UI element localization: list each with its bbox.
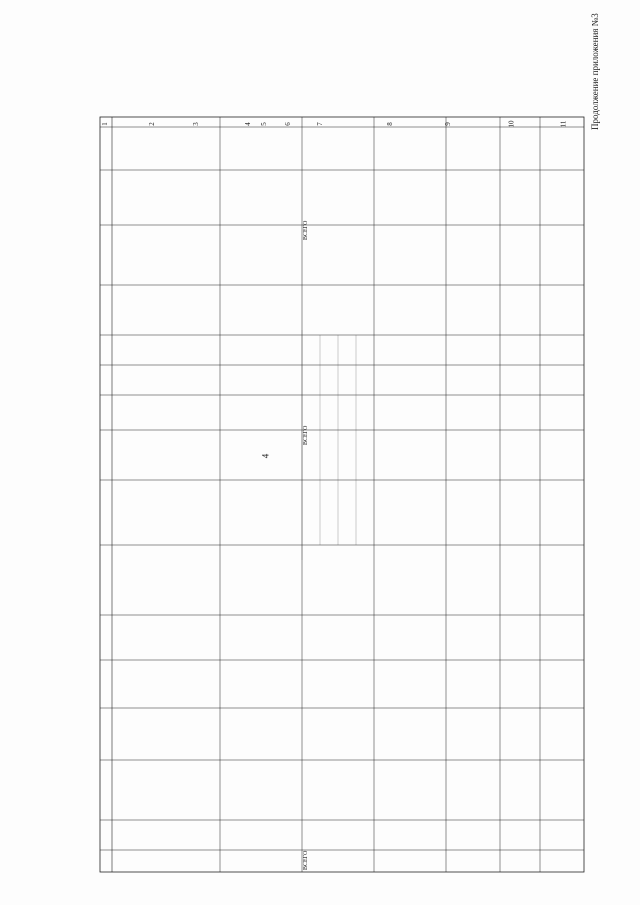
column-header-6: 6 bbox=[283, 122, 292, 126]
column-header-7: 7 bbox=[315, 122, 324, 126]
column-header-2: 2 bbox=[147, 122, 156, 126]
totals-label: ВСЕГО bbox=[303, 850, 309, 870]
column-header-11: 11 bbox=[559, 120, 568, 128]
continuation-note: Продолжение приложения №3 bbox=[590, 13, 600, 130]
page-number: 4 bbox=[260, 453, 271, 459]
totals-label: ВСЕГО bbox=[303, 220, 309, 240]
column-header-1: 1 bbox=[100, 122, 109, 126]
column-header-3: 3 bbox=[191, 122, 200, 126]
column-header-10: 10 bbox=[507, 120, 516, 128]
column-header-8: 8 bbox=[385, 122, 394, 126]
column-header-4: 4 bbox=[243, 122, 252, 126]
column-header-5: 5 bbox=[259, 122, 268, 126]
column-header-9: 9 bbox=[443, 122, 452, 126]
totals-label: ВСЕГО bbox=[303, 425, 309, 445]
